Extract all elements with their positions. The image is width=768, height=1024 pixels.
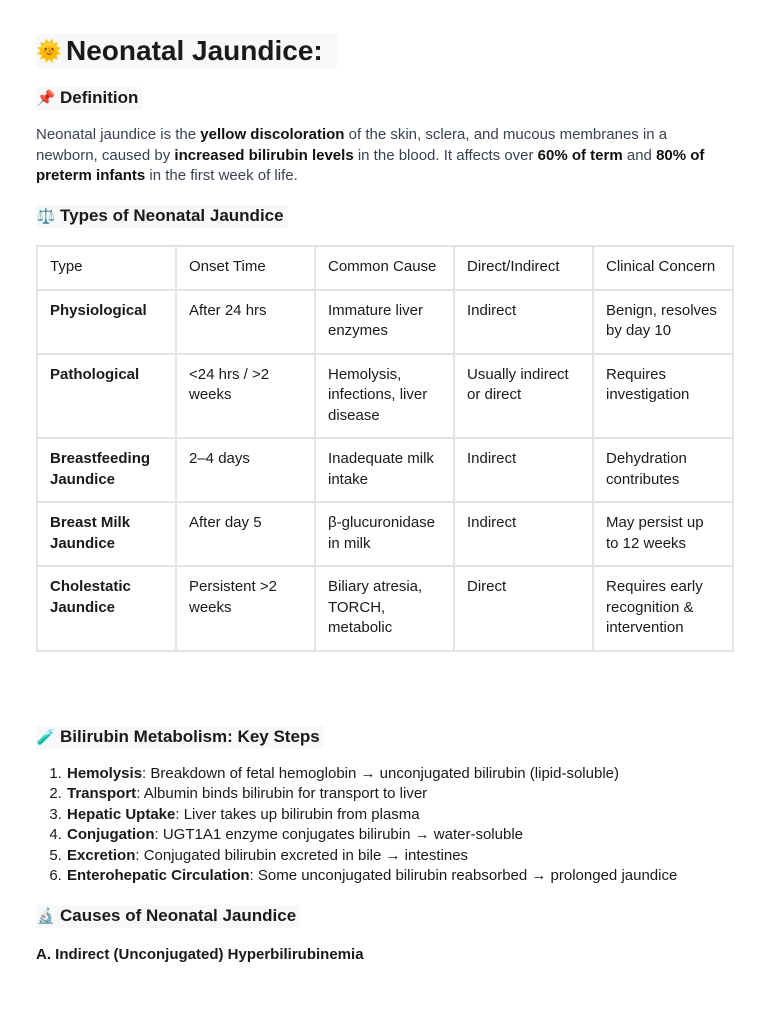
definition-emphasis: increased bilirubin levels bbox=[174, 146, 354, 164]
table-cell: Direct bbox=[454, 566, 593, 651]
table-cell: Indirect bbox=[454, 438, 593, 502]
definition-heading bbox=[36, 87, 142, 110]
column-header: Clinical Concern bbox=[593, 246, 733, 290]
table-cell-type: Breastfeeding Jaundice bbox=[37, 438, 176, 502]
column-header: Type bbox=[37, 246, 176, 290]
table-row bbox=[37, 354, 733, 439]
step-text: : Liver takes up bilirubin from plasma bbox=[175, 805, 420, 823]
table-cell: Hemolysis, infections, liver disease bbox=[315, 354, 454, 439]
sun-emoji-icon: 🌞 bbox=[36, 40, 63, 63]
table-cell-type: Physiological bbox=[37, 290, 176, 354]
definition-text: in the first week of life. bbox=[145, 167, 298, 184]
step-term: Hemolysis bbox=[67, 765, 143, 782]
table-cell: Usually indirect or direct bbox=[454, 354, 593, 439]
table-cell: Biliary atresia, TORCH, metabolic bbox=[315, 566, 454, 651]
step-term: Hepatic Uptake bbox=[67, 805, 176, 823]
definition-emphasis: 80% of preterm infants bbox=[36, 146, 705, 184]
step-text: : Breakdown of fetal hemoglobin → unconjugated bilirubin (lipid-soluble) bbox=[142, 765, 619, 782]
metabolism-heading-text: Bilirubin Metabolism: Key Steps bbox=[60, 727, 320, 746]
causes-subheading: A. Indirect (Unconjugated) Hyperbilirubinemia bbox=[36, 946, 364, 963]
table-cell: <24 hrs / >2 weeks bbox=[176, 354, 315, 439]
definition-paragraph bbox=[36, 125, 732, 187]
types-heading bbox=[36, 205, 288, 228]
step-term: Conjugation bbox=[67, 826, 155, 844]
metabolism-heading bbox=[36, 726, 324, 749]
table-header-row bbox=[37, 246, 733, 290]
table-cell: β-glucuronidase in milk bbox=[315, 502, 454, 566]
table-cell: Persistent >2 weeks bbox=[176, 566, 315, 651]
table-row bbox=[37, 290, 733, 354]
table-row bbox=[37, 438, 733, 502]
types-table bbox=[36, 245, 734, 652]
table-cell: Benign, resolves by day 10 bbox=[593, 290, 733, 354]
list-item bbox=[66, 825, 762, 845]
column-header: Onset Time bbox=[176, 246, 315, 290]
table-cell: May persist up to 12 weeks bbox=[593, 502, 733, 566]
table-row bbox=[37, 502, 733, 566]
step-term: Transport bbox=[67, 785, 137, 803]
definition-text: and bbox=[622, 146, 657, 164]
table-cell: Requires investigation bbox=[593, 354, 733, 439]
table-cell: Inadequate milk intake bbox=[315, 438, 454, 502]
table-cell-type: Cholestatic Jaundice bbox=[37, 566, 176, 651]
table-row bbox=[37, 566, 733, 651]
list-item bbox=[66, 866, 762, 886]
test-tube-icon: 🧪 bbox=[36, 729, 56, 746]
table-cell: Requires early recognition & intervention bbox=[593, 566, 733, 651]
causes-heading bbox=[36, 905, 300, 928]
table-cell-type: Pathological bbox=[37, 354, 176, 439]
step-text: : Albumin binds bilirubin for transport to liver bbox=[136, 785, 428, 803]
table-cell: Indirect bbox=[454, 502, 593, 566]
pushpin-icon: 📌 bbox=[36, 90, 56, 107]
causes-heading-text: Causes of Neonatal Jaundice bbox=[60, 906, 297, 925]
table-cell-type: Breast Milk Jaundice bbox=[37, 502, 176, 566]
definition-text: Neonatal jaundice is the bbox=[36, 126, 201, 143]
table-cell: After 24 hrs bbox=[176, 290, 315, 354]
table-cell: Immature liver enzymes bbox=[315, 290, 454, 354]
column-header: Direct/Indirect bbox=[454, 246, 593, 290]
balance-scale-icon: ⚖️ bbox=[36, 208, 56, 225]
definition-emphasis: 60% of term bbox=[537, 146, 623, 164]
step-text: : Some unconjugated bilirubin reabsorbed → prolonged jaundice bbox=[249, 867, 678, 885]
page-title-text: Neonatal Jaundice: bbox=[66, 35, 323, 66]
step-text: : UGT1A1 enzyme conjugates bilirubin → water-soluble bbox=[154, 826, 523, 844]
list-item bbox=[66, 846, 762, 866]
microscope-icon: 🔬 bbox=[36, 908, 56, 925]
table-cell: After day 5 bbox=[176, 502, 315, 566]
page-title bbox=[36, 34, 337, 69]
column-header: Common Cause bbox=[315, 246, 454, 290]
definition-emphasis: yellow discoloration bbox=[200, 126, 345, 143]
metabolism-steps-list bbox=[36, 764, 762, 886]
types-heading-text: Types of Neonatal Jaundice bbox=[60, 206, 284, 225]
list-item bbox=[66, 784, 762, 804]
definition-heading-text: Definition bbox=[60, 88, 139, 107]
definition-text: of the skin, sclera, and mucous membranes in a newborn, caused by bbox=[36, 126, 668, 164]
table-cell: 2–4 days bbox=[176, 438, 315, 502]
step-text: : Conjugated bilirubin excreted in bile → intestines bbox=[135, 846, 469, 864]
list-item bbox=[66, 805, 762, 825]
step-term: Excretion bbox=[67, 846, 136, 864]
table-cell: Indirect bbox=[454, 290, 593, 354]
list-item bbox=[66, 764, 762, 784]
table-cell: Dehydration contributes bbox=[593, 438, 733, 502]
definition-text: in the blood. It affects over bbox=[353, 146, 538, 164]
step-term: Enterohepatic Circulation bbox=[67, 867, 250, 885]
